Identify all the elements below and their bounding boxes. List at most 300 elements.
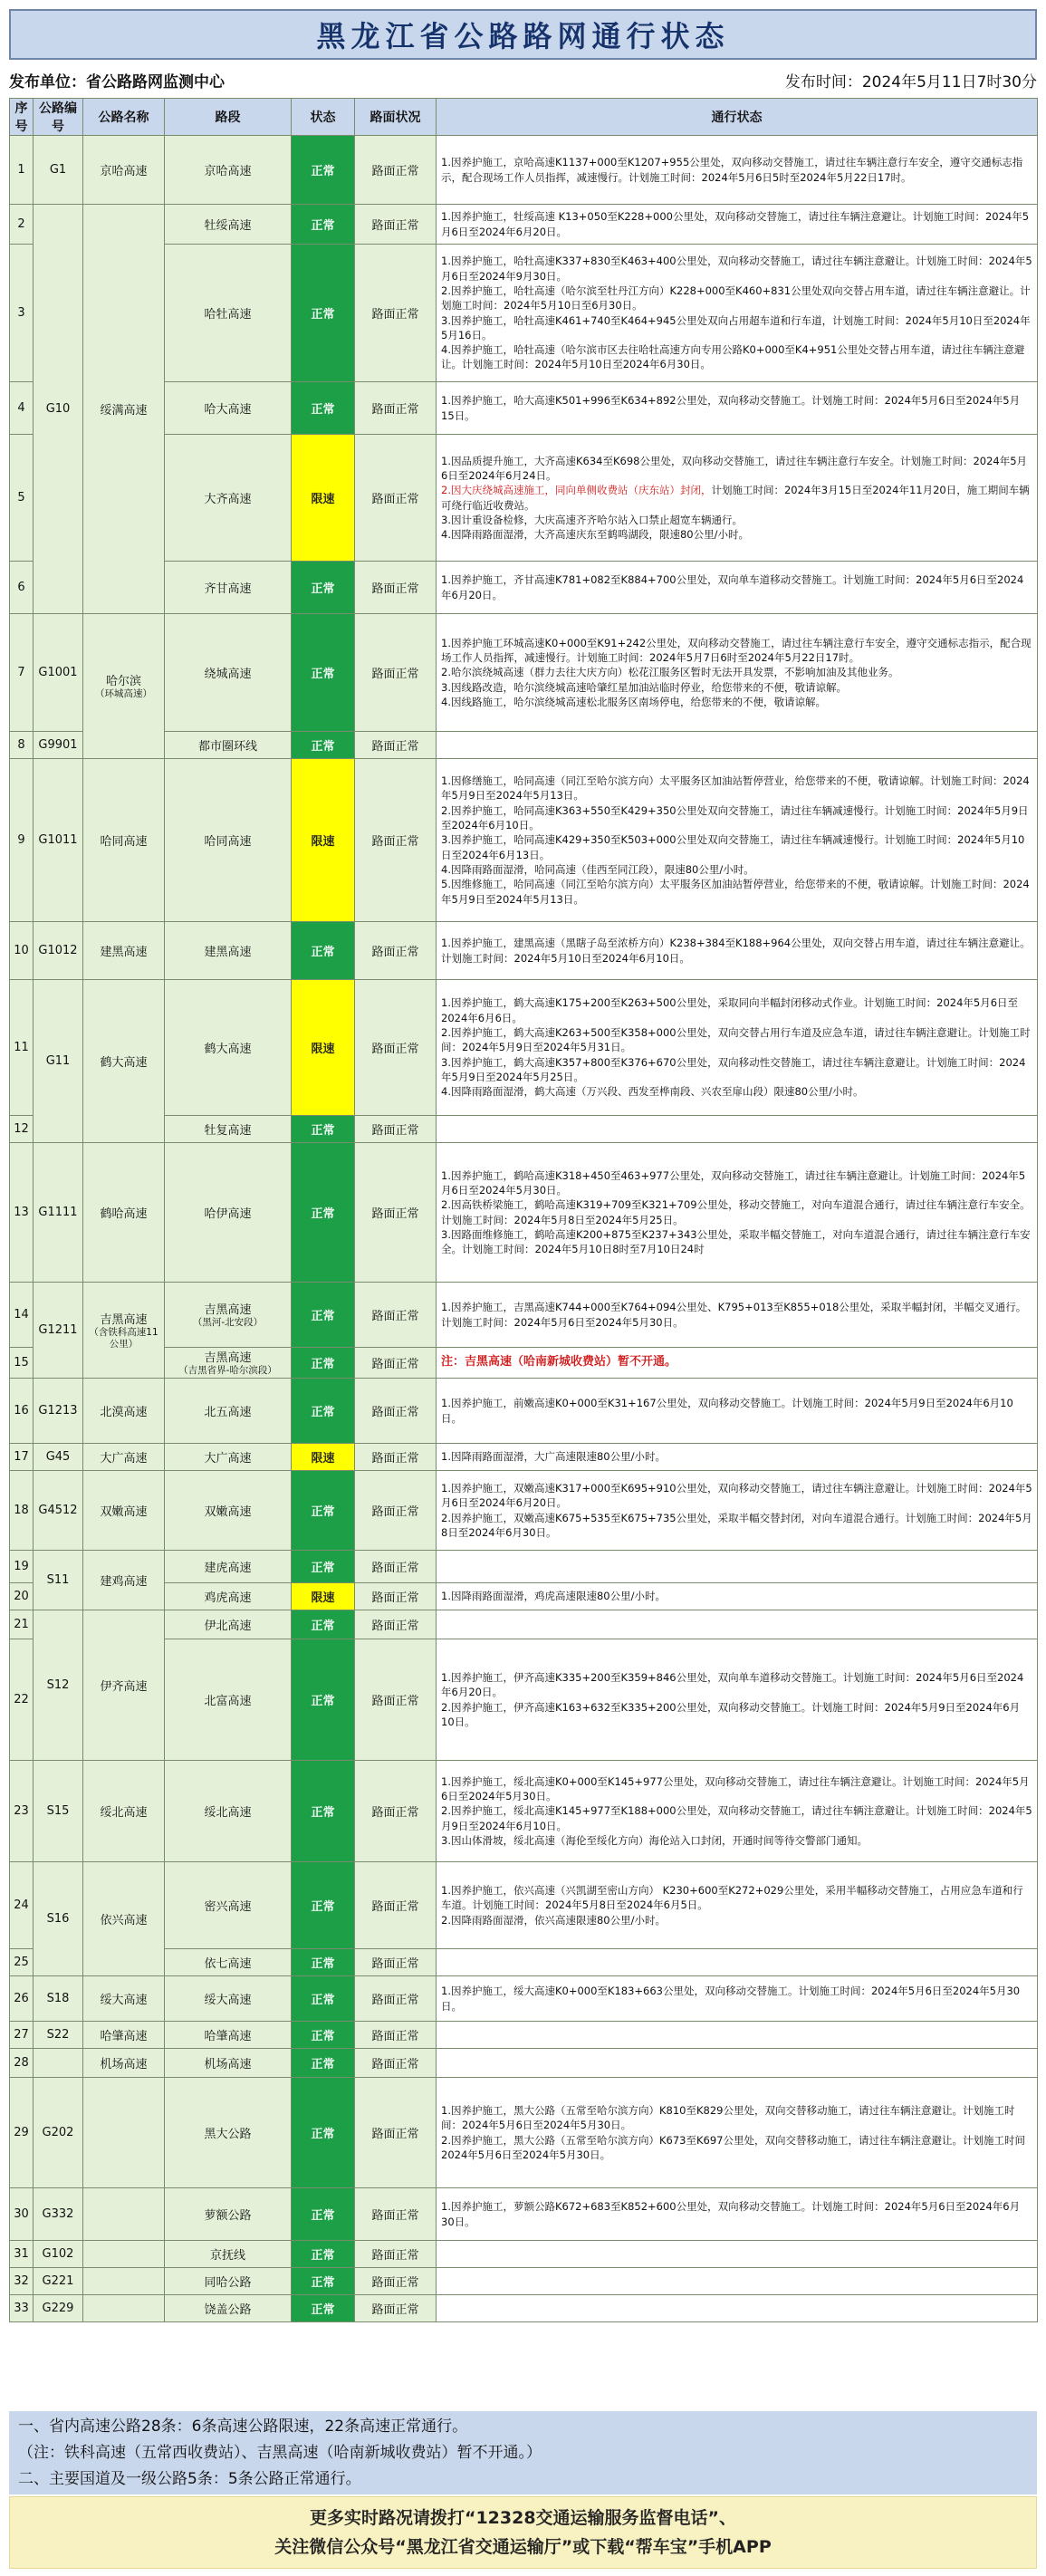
status-badge: 正常 bbox=[292, 1143, 355, 1283]
table-row bbox=[10, 245, 1038, 382]
note-line: 3.因养护施工，哈牡高速K461+740至K464+945公里处双向占用超车道和行车道，计划施工时间：2024年5月10日至2024年5月16日。 bbox=[441, 313, 1031, 341]
status-badge: 正常 bbox=[292, 2268, 355, 2295]
surface-condition: 路面正常 bbox=[355, 1143, 437, 1283]
traffic-note bbox=[437, 2241, 1038, 2268]
surface-condition: 路面正常 bbox=[355, 245, 437, 382]
row-seq: 32 bbox=[10, 2268, 34, 2295]
row-seq: 11 bbox=[10, 980, 34, 1116]
note-line: 2.因养护施工，伊齐高速K163+632至K335+200公里处，双向移动交替施工。计划施工时间：2024年5月9日至2024年6月10日。 bbox=[441, 1700, 1021, 1728]
col-name: 公路名称 bbox=[83, 99, 165, 136]
traffic-note: 1.因养护施工，萝额公路K672+683至K852+600公里处，双向移动交替施工。计划施工时间：2024年5月6日至2024年6月30日。 bbox=[437, 2188, 1038, 2241]
note-line: 2.因养护施工，双嫩高速K675+535至K675+735公里处，采取半幅交替封闭，对向车道混合通行。计划施工时间：2024年5月8日至2024年6月30日。 bbox=[441, 1511, 1032, 1539]
status-badge: 正常 bbox=[292, 732, 355, 759]
note-line: 3.因养护施工，鹤大高速K357+800至K376+670公里处，双向移动性交替施工，请过往车辆注意避让。计划施工时间：2024年5月9日至2024年5月25日。 bbox=[441, 1055, 1026, 1083]
row-seq: 7 bbox=[10, 614, 34, 732]
road-name: 京哈高速 bbox=[83, 136, 165, 205]
note-line: 1.因修缮施工，哈同高速（同江至哈尔滨方向）太平服务区加油站暂停营业，给您带来的不便，敬请谅解。计划施工时间：2024年5月9日至2024年5月13日。 bbox=[441, 774, 1030, 803]
status-badge: 正常 bbox=[292, 245, 355, 382]
road-name-sub: （含铁科高速11公里） bbox=[89, 1326, 158, 1350]
surface-condition: 路面正常 bbox=[355, 2241, 437, 2268]
road-name: 绥大高速 bbox=[83, 1976, 165, 2022]
road-code: G332 bbox=[34, 2188, 83, 2241]
surface-condition: 路面正常 bbox=[355, 1583, 437, 1610]
table-row bbox=[10, 980, 1038, 1116]
status-badge: 限速 bbox=[292, 980, 355, 1116]
table-header bbox=[10, 99, 1038, 136]
table-row bbox=[10, 1379, 1038, 1444]
traffic-note bbox=[437, 1551, 1038, 1583]
traffic-note bbox=[437, 435, 1038, 562]
note-line: 1.因养护施工，依兴高速（兴凯湖至密山方向） K230+600至K272+029公里处，采用半幅移动交替施工，占用应急车道和行车道。计划施工时间：2024年5月8日至2024年6月5日。 bbox=[441, 1884, 1023, 1912]
summary-note: （注：铁科高速（五常西收费站）、吉黑高速（哈南新城收费站）暂不开通。） bbox=[18, 2444, 542, 2462]
road-name bbox=[83, 2295, 165, 2322]
note-line: 1.因养护施工环城高速K0+000至K91+242公里处，双向移动交替施工，请过往车辆注意行车安全，遵守交通标志指示，配合现场工作人员指挥，减速慢行。计划施工时间：2024年5月7日6时至2024年5月22日17时。 bbox=[441, 636, 1032, 664]
table-row bbox=[10, 2188, 1038, 2241]
road-code: G4512 bbox=[34, 1471, 83, 1551]
col-status: 状态 bbox=[292, 99, 355, 136]
row-seq: 3 bbox=[10, 245, 34, 382]
status-badge: 正常 bbox=[292, 562, 355, 614]
status-badge: 限速 bbox=[292, 1444, 355, 1471]
status-badge: 正常 bbox=[292, 1551, 355, 1583]
surface-condition: 路面正常 bbox=[355, 2268, 437, 2295]
note-line bbox=[441, 483, 1032, 513]
road-section: 大广高速 bbox=[165, 1444, 292, 1471]
road-section: 饶盖公路 bbox=[165, 2295, 292, 2322]
publish-bar bbox=[9, 63, 1037, 96]
note-line: 2.因养护施工，哈牡高速（哈尔滨至牡丹江方向）K228+000至K460+831公里处双向交替占用车道，请过往车辆注意避让。计划施工时间：2024年5月10日至6月30日。 bbox=[441, 284, 1031, 312]
note-line: 5.因维修施工，哈同高速（同江至哈尔滨方向）太平服务区加油站暂停营业，给您带来的不便，敬请谅解。计划施工时间：2024年5月9日至2024年5月13日。 bbox=[441, 878, 1030, 906]
road-name bbox=[83, 614, 165, 759]
surface-condition: 路面正常 bbox=[355, 1639, 437, 1761]
road-code: S15 bbox=[34, 1761, 83, 1862]
traffic-note bbox=[437, 2295, 1038, 2322]
status-badge: 正常 bbox=[292, 2241, 355, 2268]
surface-condition: 路面正常 bbox=[355, 1949, 437, 1976]
road-section: 依七高速 bbox=[165, 1949, 292, 1976]
table-row bbox=[10, 1116, 1038, 1143]
road-section-sub: （黑河-北安段） bbox=[192, 1317, 264, 1329]
table-row bbox=[10, 1610, 1038, 1639]
page-title: 黑龙江省公路路网通行状态 bbox=[9, 9, 1037, 60]
note-line: 2.哈尔滨绕城高速（群力去往大庆方向）松花江服务区暂时无法开具发票，不影响加油及其他业务。 bbox=[441, 666, 899, 679]
status-badge: 正常 bbox=[292, 382, 355, 435]
row-seq: 18 bbox=[10, 1471, 34, 1551]
road-section: 北五高速 bbox=[165, 1379, 292, 1444]
surface-condition: 路面正常 bbox=[355, 1551, 437, 1583]
road-name: 依兴高速 bbox=[83, 1862, 165, 1976]
traffic-note bbox=[437, 1610, 1038, 1639]
surface-condition: 路面正常 bbox=[355, 382, 437, 435]
road-code: G1211 bbox=[34, 1283, 83, 1379]
traffic-note bbox=[437, 2268, 1038, 2295]
traffic-note bbox=[437, 2022, 1038, 2049]
surface-condition: 路面正常 bbox=[355, 1283, 437, 1348]
row-seq: 5 bbox=[10, 435, 34, 562]
row-seq: 27 bbox=[10, 2022, 34, 2049]
traffic-note bbox=[437, 1761, 1038, 1862]
table-row bbox=[10, 1761, 1038, 1862]
row-seq: 31 bbox=[10, 2241, 34, 2268]
table-row bbox=[10, 1551, 1038, 1583]
status-badge: 正常 bbox=[292, 1761, 355, 1862]
surface-condition: 路面正常 bbox=[355, 2078, 437, 2188]
road-section: 京哈高速 bbox=[165, 136, 292, 205]
row-seq: 25 bbox=[10, 1949, 34, 1976]
note-line: 3.因路面维修施工，鹤哈高速K200+875至K237+343公里处，采取半幅交替施工，对向车道混合通行，请过往车辆注意行车安全。计划施工时间：2024年5月10日8时至7月10日24时 bbox=[441, 1227, 1031, 1256]
road-code: G1213 bbox=[34, 1379, 83, 1444]
surface-condition: 路面正常 bbox=[355, 2188, 437, 2241]
status-badge: 正常 bbox=[292, 2022, 355, 2049]
row-seq: 8 bbox=[10, 732, 34, 759]
traffic-note bbox=[437, 980, 1038, 1116]
col-seq: 序号 bbox=[10, 99, 34, 136]
status-badge: 正常 bbox=[292, 1379, 355, 1444]
road-code: S12 bbox=[34, 1610, 83, 1761]
road-section bbox=[165, 1348, 292, 1379]
road-name-main: 哈尔滨 bbox=[105, 675, 141, 689]
road-name: 鹤哈高速 bbox=[83, 1143, 165, 1283]
note-line-tail: 计划施工时间：2024年3月15日至2024年11月20日，施工期间车辆可绕行临近收费站。 bbox=[441, 484, 1030, 512]
road-section: 哈伊高速 bbox=[165, 1143, 292, 1283]
traffic-note: 1.因养护施工，建黑高速（黑瞎子岛至浓桥方向）K238+384至K188+964公里处，双向交替占用车道，请过往车辆注意避让。计划施工时间：2024年5月10日至2024年6月10日。 bbox=[437, 922, 1038, 980]
note-line: 3.因山体滑坡，绥北高速（海伦至绥化方向）海伦站入口封闭，开通时间等待交警部门通知。 bbox=[441, 1833, 868, 1847]
traffic-note bbox=[437, 1471, 1038, 1551]
contact-line: 更多实时路况请拨打“12328交通运输服务监督电话”、 bbox=[309, 2508, 737, 2528]
table-row bbox=[10, 562, 1038, 614]
surface-condition: 路面正常 bbox=[355, 980, 437, 1116]
table-row bbox=[10, 1348, 1038, 1379]
road-section: 萝额公路 bbox=[165, 2188, 292, 2241]
road-section: 哈同高速 bbox=[165, 759, 292, 922]
road-name bbox=[83, 1283, 165, 1379]
surface-condition: 路面正常 bbox=[355, 1379, 437, 1444]
road-code: S18 bbox=[34, 1976, 83, 2022]
traffic-note bbox=[437, 732, 1038, 759]
surface-condition: 路面正常 bbox=[355, 562, 437, 614]
surface-condition: 路面正常 bbox=[355, 2022, 437, 2049]
table-row bbox=[10, 2268, 1038, 2295]
table-row bbox=[10, 2295, 1038, 2322]
note-line: 2.因养护施工，鹤大高速K263+500至K358+000公里处，双向交替占用行车道及应急车道，请过往车辆注意避让。计划施工时间：2024年5月9日至2024年5月31日。 bbox=[441, 1026, 1031, 1054]
surface-condition: 路面正常 bbox=[355, 2049, 437, 2078]
surface-condition: 路面正常 bbox=[355, 732, 437, 759]
col-surface: 路面状况 bbox=[355, 99, 437, 136]
surface-condition: 路面正常 bbox=[355, 922, 437, 980]
row-seq: 1 bbox=[10, 136, 34, 205]
table-row bbox=[10, 1949, 1038, 1976]
note-line: 1.因养护施工，绥北高速K0+000至K145+977公里处，双向移动交替施工，请过往车辆注意避让。计划施工时间：2024年5月6日至2024年5月30日。 bbox=[441, 1774, 1030, 1802]
row-seq: 16 bbox=[10, 1379, 34, 1444]
row-seq: 2 bbox=[10, 205, 34, 245]
status-badge: 正常 bbox=[292, 1348, 355, 1379]
road-section: 黑大公路 bbox=[165, 2078, 292, 2188]
row-seq: 23 bbox=[10, 1761, 34, 1862]
road-name: 北漠高速 bbox=[83, 1379, 165, 1444]
table-row bbox=[10, 435, 1038, 562]
road-section: 京抚线 bbox=[165, 2241, 292, 2268]
road-name: 绥满高速 bbox=[83, 205, 165, 614]
row-seq: 9 bbox=[10, 759, 34, 922]
road-code: G202 bbox=[34, 2078, 83, 2188]
road-section-main: 吉黑高速 bbox=[204, 1303, 252, 1318]
status-badge: 正常 bbox=[292, 2295, 355, 2322]
table-row bbox=[10, 1471, 1038, 1551]
traffic-note bbox=[437, 1143, 1038, 1283]
road-section: 牡绥高速 bbox=[165, 205, 292, 245]
status-badge: 正常 bbox=[292, 205, 355, 245]
row-seq: 17 bbox=[10, 1444, 34, 1471]
status-badge: 正常 bbox=[292, 1610, 355, 1639]
traffic-note bbox=[437, 1116, 1038, 1143]
surface-condition: 路面正常 bbox=[355, 1444, 437, 1471]
table-row bbox=[10, 382, 1038, 435]
status-badge: 正常 bbox=[292, 136, 355, 205]
surface-condition: 路面正常 bbox=[355, 759, 437, 922]
road-name: 双嫩高速 bbox=[83, 1471, 165, 1551]
road-name-main: 吉黑高速 bbox=[100, 1312, 148, 1327]
row-seq: 28 bbox=[10, 2049, 34, 2078]
surface-condition: 路面正常 bbox=[355, 1610, 437, 1639]
road-name: 伊齐高速 bbox=[83, 1610, 165, 1761]
road-code: G45 bbox=[34, 1444, 83, 1471]
table-row bbox=[10, 205, 1038, 245]
note-line: 1.因品质提升施工，大齐高速K634至K698公里处，双向移动交替施工，请过往车辆注意行车安全。计划施工时间：2024年5月6日至2024年6月24日。 bbox=[441, 454, 1028, 482]
traffic-note bbox=[437, 1639, 1038, 1761]
traffic-note: 1.因养护施工，哈大高速K501+996至K634+892公里处，双向移动交替施工。计划施工时间：2024年5月6日至2024年5月15日。 bbox=[437, 382, 1038, 435]
table-row bbox=[10, 1639, 1038, 1761]
road-code: G1 bbox=[34, 136, 83, 205]
row-seq: 15 bbox=[10, 1348, 34, 1379]
note-line: 1.因养护施工，双嫩高速K317+000至K695+910公里处，双向移动交替施工，请过往车辆注意避让。计划施工时间：2024年5月6日至2024年6月20日。 bbox=[441, 1481, 1032, 1510]
road-code: G11 bbox=[34, 980, 83, 1143]
traffic-note: 1.因养护施工，齐甘高速K781+082至K884+700公里处，双向单车道移动交替施工。计划施工时间：2024年5月6日至2024年6月20日。 bbox=[437, 562, 1038, 614]
status-badge: 正常 bbox=[292, 614, 355, 732]
row-seq: 22 bbox=[10, 1639, 34, 1761]
traffic-note: 1.因养护施工，吉黑高速K744+000至K764+094公里处、K795+013至K855+018公里处，采取半幅封闭，半幅交叉通行。计划施工时间：2024年5月6日至2024年5月30日。 bbox=[437, 1283, 1038, 1348]
summary-footnotes bbox=[9, 2411, 1037, 2494]
road-section: 建虎高速 bbox=[165, 1551, 292, 1583]
road-name bbox=[83, 2078, 165, 2188]
table-row bbox=[10, 2241, 1038, 2268]
road-section: 建黑高速 bbox=[165, 922, 292, 980]
note-line: 1.因养护施工，哈牡高速K337+830至K463+400公里处，双向移动交替施工，请过往车辆注意避让。计划施工时间：2024年5月6日至2024年9月30日。 bbox=[441, 255, 1032, 283]
surface-condition: 路面正常 bbox=[355, 614, 437, 732]
closure-alert: 2.因大庆绕城高速施工，同向单侧收费站（庆东站）封闭， bbox=[441, 484, 712, 497]
road-name: 鹤大高速 bbox=[83, 980, 165, 1143]
row-seq: 24 bbox=[10, 1862, 34, 1949]
col-section: 路段 bbox=[165, 99, 292, 136]
publish-time-label: 发布时间： bbox=[784, 72, 862, 91]
table-row bbox=[10, 1444, 1038, 1471]
table-row bbox=[10, 1976, 1038, 2022]
note-line: 3.因计重设备检修，大庆高速齐齐哈尔站入口禁止超宽车辆通行。 bbox=[441, 513, 743, 526]
table-row bbox=[10, 2078, 1038, 2188]
table-row bbox=[10, 732, 1038, 759]
row-seq: 29 bbox=[10, 2078, 34, 2188]
summary-line: 二、主要国道及一级公路5条：5条公路正常通行。 bbox=[18, 2470, 361, 2488]
road-name: 机场高速 bbox=[83, 2049, 165, 2078]
traffic-note bbox=[437, 1949, 1038, 1976]
road-section: 绥大高速 bbox=[165, 1976, 292, 2022]
note-line: 2.因养护施工，绥北高速K145+977至K188+000公里处，双向移动交替施工，请过往车辆注意避让。计划施工时间：2024年5月9日至2024年6月10日。 bbox=[441, 1804, 1032, 1832]
table-row bbox=[10, 759, 1038, 922]
status-badge: 限速 bbox=[292, 759, 355, 922]
traffic-note bbox=[437, 245, 1038, 382]
table-row bbox=[10, 1862, 1038, 1949]
row-seq: 33 bbox=[10, 2295, 34, 2322]
status-badge: 正常 bbox=[292, 1639, 355, 1761]
contact-line: 关注微信公众号“黑龙江省交通运输厅”或下载“帮车宝”手机APP bbox=[274, 2537, 772, 2557]
note-line: 2.因高铁桥梁施工，鹤哈高速K319+709至K321+709公里处，移动交替施工，对向车道混合通行，请过往车辆注意行车安全。计划施工时间：2024年5月8日至2024年5月25日。 bbox=[441, 1198, 1031, 1226]
surface-condition: 路面正常 bbox=[355, 1761, 437, 1862]
road-code: G10 bbox=[34, 205, 83, 614]
traffic-note: 1.因养护施工，前嫩高速K0+000至K31+167公里处，双向移动交替施工。计划施工时间：2024年5月9日至2024年6月10日。 bbox=[437, 1379, 1038, 1444]
status-badge: 限速 bbox=[292, 1583, 355, 1610]
traffic-note: 1.因降雨路面湿滑，鸡虎高速限速80公里/小时。 bbox=[437, 1583, 1038, 1610]
surface-condition: 路面正常 bbox=[355, 435, 437, 562]
road-section: 齐甘高速 bbox=[165, 562, 292, 614]
road-code: G1001 bbox=[34, 614, 83, 732]
status-badge: 正常 bbox=[292, 2188, 355, 2241]
road-code: G9901 bbox=[34, 732, 83, 759]
publisher-name: 省公路路网监测中心 bbox=[86, 72, 225, 91]
table-row bbox=[10, 614, 1038, 732]
table-row bbox=[10, 922, 1038, 980]
row-seq: 14 bbox=[10, 1283, 34, 1348]
row-seq: 13 bbox=[10, 1143, 34, 1283]
row-seq: 30 bbox=[10, 2188, 34, 2241]
note-line: 4.因降雨路面湿滑，哈同高速（佳西至同江段），限速80公里/小时。 bbox=[441, 862, 754, 876]
note-line: 4.因线路施工，哈尔滨绕城高速松北服务区南场停电，给您带来的不便，敬请谅解。 bbox=[441, 695, 826, 708]
surface-condition: 路面正常 bbox=[355, 1116, 437, 1143]
publisher-label: 发布单位： bbox=[9, 72, 86, 91]
row-seq: 21 bbox=[10, 1610, 34, 1639]
road-section bbox=[165, 1283, 292, 1348]
surface-condition: 路面正常 bbox=[355, 136, 437, 205]
road-section: 鸡虎高速 bbox=[165, 1583, 292, 1610]
status-badge: 正常 bbox=[292, 1949, 355, 1976]
traffic-note bbox=[437, 759, 1038, 922]
traffic-note: 1.因养护施工，牡绥高速 K13+050至K228+000公里处，双向移动交替施工，请过往车辆注意避让。计划施工时间：2024年5月6日至2024年6月20日。 bbox=[437, 205, 1038, 245]
road-name: 大广高速 bbox=[83, 1444, 165, 1471]
road-section-main: 吉黑高速 bbox=[204, 1351, 252, 1366]
traffic-note bbox=[437, 1862, 1038, 1949]
status-badge: 正常 bbox=[292, 922, 355, 980]
surface-condition: 路面正常 bbox=[355, 2295, 437, 2322]
note-line: 1.因养护施工，鹤哈高速K318+450至463+977公里处，双向移动交替施工，请过往车辆注意避让。计划施工时间：2024年5月6日至2024年5月30日。 bbox=[441, 1168, 1026, 1197]
surface-condition: 路面正常 bbox=[355, 1862, 437, 1949]
note-line: 3.因养护施工，哈同高速K429+350至K503+000公里处双向交替施工，请过往车辆减速慢行。计划施工时间：2024年5月10日至2024年6月13日。 bbox=[441, 833, 1025, 861]
table-row bbox=[10, 1583, 1038, 1610]
traffic-note bbox=[437, 2049, 1038, 2078]
road-section: 北富高速 bbox=[165, 1639, 292, 1761]
table-row bbox=[10, 1143, 1038, 1283]
road-section: 密兴高速 bbox=[165, 1862, 292, 1949]
closure-note: 注：吉黑高速（哈南新城收费站）暂不开通。 bbox=[437, 1348, 1038, 1379]
note-line: 4.因降雨路面湿滑，鹤大高速（万兴段、西发至桦南段、兴农至扉山段）限速80公里/小时。 bbox=[441, 1085, 864, 1099]
traffic-note: 1.因养护施工，绥大高速K0+000至K183+663公里处，双向移动交替施工。计划施工时间：2024年5月6日至2024年5月30日。 bbox=[437, 1976, 1038, 2022]
note-line: 2.因养护施工，黑大公路（五常至哈尔滨方向）K673至K697公里处，双向交替移动施工，请过往车辆注意避让。计划施工时间2024年5月6日至2024年5月30日。 bbox=[441, 2133, 1025, 2161]
road-section: 哈牡高速 bbox=[165, 245, 292, 382]
table-row bbox=[10, 136, 1038, 205]
road-code: S22 bbox=[34, 2022, 83, 2049]
note-line: 1.因养护施工，伊齐高速K335+200至K359+846公里处，双向单车道移动交替施工。计划施工时间：2024年5月6日至2024年6月20日。 bbox=[441, 1670, 1024, 1699]
road-code: G1011 bbox=[34, 759, 83, 922]
row-seq: 10 bbox=[10, 922, 34, 980]
table-row bbox=[10, 1283, 1038, 1348]
status-badge: 限速 bbox=[292, 435, 355, 562]
note-line: 1.因养护施工，黑大公路（五常至哈尔滨方向）K810至K829公里处，双向交替移动施工，请过往车辆注意避让。计划施工时间：2024年5月6日至2024年5月30日。 bbox=[441, 2103, 1015, 2132]
traffic-note: 1.因养护施工，京哈高速K1137+000至K1207+955公里处，双向移动交替施工，请过往车辆注意行车安全，遵守交通标志指示，配合现场工作人员指挥，减速慢行。计划施工时间：2024年5月6日5时至2024年5月22日17时。 bbox=[437, 136, 1038, 205]
road-section: 鹤大高速 bbox=[165, 980, 292, 1116]
road-name: 哈同高速 bbox=[83, 759, 165, 922]
row-seq: 26 bbox=[10, 1976, 34, 2022]
row-seq: 12 bbox=[10, 1116, 34, 1143]
status-badge: 正常 bbox=[292, 1862, 355, 1949]
note-line: 2.因降雨路面湿滑，依兴高速限速80公里/小时。 bbox=[441, 1913, 666, 1927]
note-line: 3.因线路改造，哈尔滨绕城高速哈肇红星加油站临时停业，给您带来的不便，敬请谅解。 bbox=[441, 680, 847, 694]
row-seq: 20 bbox=[10, 1583, 34, 1610]
status-badge: 正常 bbox=[292, 1471, 355, 1551]
road-section: 哈大高速 bbox=[165, 382, 292, 435]
note-line: 4.因降雨路面湿滑，大齐高速庆东至鹤鸣湖段，限速80公里/小时。 bbox=[441, 528, 749, 542]
road-name: 哈肇高速 bbox=[83, 2022, 165, 2049]
road-section: 绕城高速 bbox=[165, 614, 292, 732]
contact-banner bbox=[9, 2496, 1037, 2569]
note-line: 2.因养护施工，哈同高速K363+550至K429+350公里处双向交替施工，请过往车辆减速慢行。计划施工时间：2024年5月9日至2024年6月10日。 bbox=[441, 803, 1029, 831]
traffic-note bbox=[437, 2078, 1038, 2188]
road-name bbox=[83, 2241, 165, 2268]
road-section: 哈肇高速 bbox=[165, 2022, 292, 2049]
road-section-sub: （吉黑省界-哈尔滨段） bbox=[178, 1365, 277, 1377]
status-badge: 正常 bbox=[292, 2049, 355, 2078]
road-name: 建黑高速 bbox=[83, 922, 165, 980]
road-section: 伊北高速 bbox=[165, 1610, 292, 1639]
traffic-note bbox=[437, 614, 1038, 732]
road-code: G1012 bbox=[34, 922, 83, 980]
publisher-info bbox=[9, 69, 225, 91]
road-code bbox=[34, 2049, 83, 2078]
road-section: 机场高速 bbox=[165, 2049, 292, 2078]
table-row bbox=[10, 2049, 1038, 2078]
road-name-sub: （环城高速） bbox=[95, 688, 152, 700]
road-code: G221 bbox=[34, 2268, 83, 2295]
road-code: G102 bbox=[34, 2241, 83, 2268]
road-section: 双嫩高速 bbox=[165, 1471, 292, 1551]
summary-line: 一、省内高速公路28条：6条高速公路限速，22条高速正常通行。 bbox=[18, 2417, 468, 2436]
road-name bbox=[83, 2268, 165, 2295]
road-name: 绥北高速 bbox=[83, 1761, 165, 1862]
road-code: S11 bbox=[34, 1551, 83, 1610]
row-seq: 6 bbox=[10, 562, 34, 614]
road-code: G229 bbox=[34, 2295, 83, 2322]
publish-time-info bbox=[785, 69, 1037, 91]
row-seq: 4 bbox=[10, 382, 34, 435]
status-badge: 正常 bbox=[292, 1116, 355, 1143]
road-section: 大齐高速 bbox=[165, 435, 292, 562]
note-line: 1.因养护施工，鹤大高速K175+200至K263+500公里处，采取同向半幅封闭移动式作业。计划施工时间：2024年5月6日至2024年6月6日。 bbox=[441, 996, 1019, 1024]
col-traffic: 通行状态 bbox=[437, 99, 1038, 136]
status-badge: 正常 bbox=[292, 1283, 355, 1348]
publish-time: 2024年5月11日7时30分 bbox=[861, 72, 1037, 91]
surface-condition: 路面正常 bbox=[355, 1976, 437, 2022]
surface-condition: 路面正常 bbox=[355, 1471, 437, 1551]
road-section: 同哈公路 bbox=[165, 2268, 292, 2295]
col-code: 公路编号 bbox=[34, 99, 83, 136]
surface-condition: 路面正常 bbox=[355, 205, 437, 245]
road-section: 牡复高速 bbox=[165, 1116, 292, 1143]
